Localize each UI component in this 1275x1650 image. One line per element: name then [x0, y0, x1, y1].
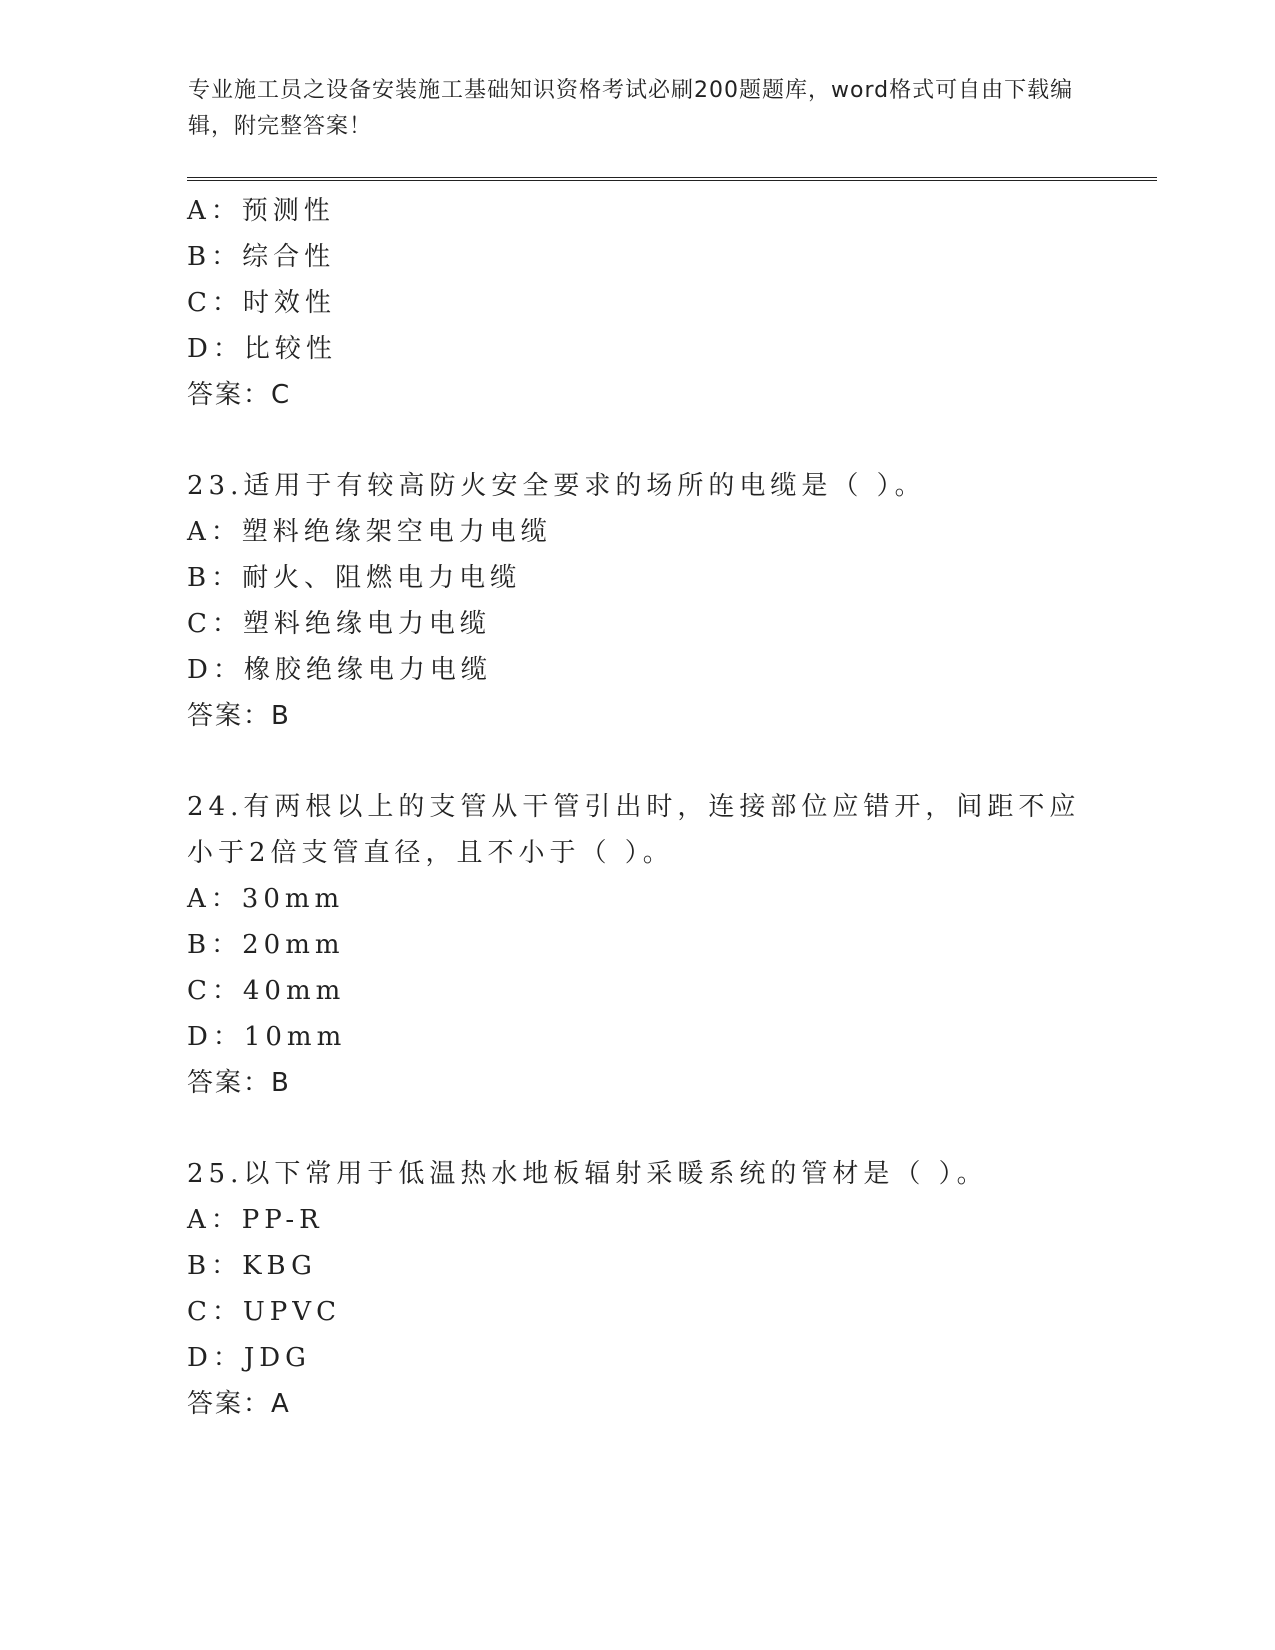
option-c: C：40mm — [187, 976, 346, 1006]
option-d: D：比较性 — [187, 334, 337, 364]
option-b: B：20mm — [187, 930, 345, 960]
question-24 — [187, 784, 1147, 1106]
option-c: C：UPVC — [187, 1297, 341, 1327]
header-divider — [187, 177, 1157, 181]
option-d: D：JDG — [187, 1343, 311, 1373]
question-23 — [187, 463, 1147, 739]
question-stem: 25.以下常用于低温热水地板辐射采暖系统的管材是（ ）。 — [187, 1159, 988, 1189]
question-stem: 24.有两根以上的支管从干管引出时，连接部位应错开，间距不应小于2倍支管直径，且不小于（ ）。 — [187, 792, 1081, 868]
option-b: B：KBG — [187, 1251, 317, 1281]
option-a: A：预测性 — [187, 196, 335, 226]
spacer — [187, 1106, 1147, 1151]
option-a: A：30mm — [187, 884, 345, 914]
spacer — [187, 739, 1147, 784]
answer: 答案：B — [187, 1068, 291, 1098]
option-a: A：塑料绝缘架空电力电缆 — [187, 517, 552, 547]
question-25 — [187, 1151, 1147, 1427]
option-b: B：耐火、阻燃电力电缆 — [187, 563, 522, 593]
option-b: B：综合性 — [187, 242, 336, 272]
answer: 答案：C — [187, 380, 292, 410]
question-list — [187, 188, 1147, 1427]
answer: 答案：A — [187, 1389, 291, 1419]
option-d: D：橡胶绝缘电力电缆 — [187, 655, 492, 685]
question-22 — [187, 188, 1147, 418]
option-a: A：PP-R — [187, 1205, 324, 1235]
option-c: C：时效性 — [187, 288, 336, 318]
answer: 答案：B — [187, 701, 291, 731]
spacer — [187, 418, 1147, 463]
option-c: C：塑料绝缘电力电缆 — [187, 609, 491, 639]
option-d: D：10mm — [187, 1022, 347, 1052]
header-text: 专业施工员之设备安装施工基础知识资格考试必刷200题题库，word格式可自由下载编辑，附完整答案！ — [188, 78, 1074, 139]
question-stem: 23.适用于有较高防火安全要求的场所的电缆是（ ）。 — [187, 471, 926, 501]
document-header — [188, 73, 1088, 145]
